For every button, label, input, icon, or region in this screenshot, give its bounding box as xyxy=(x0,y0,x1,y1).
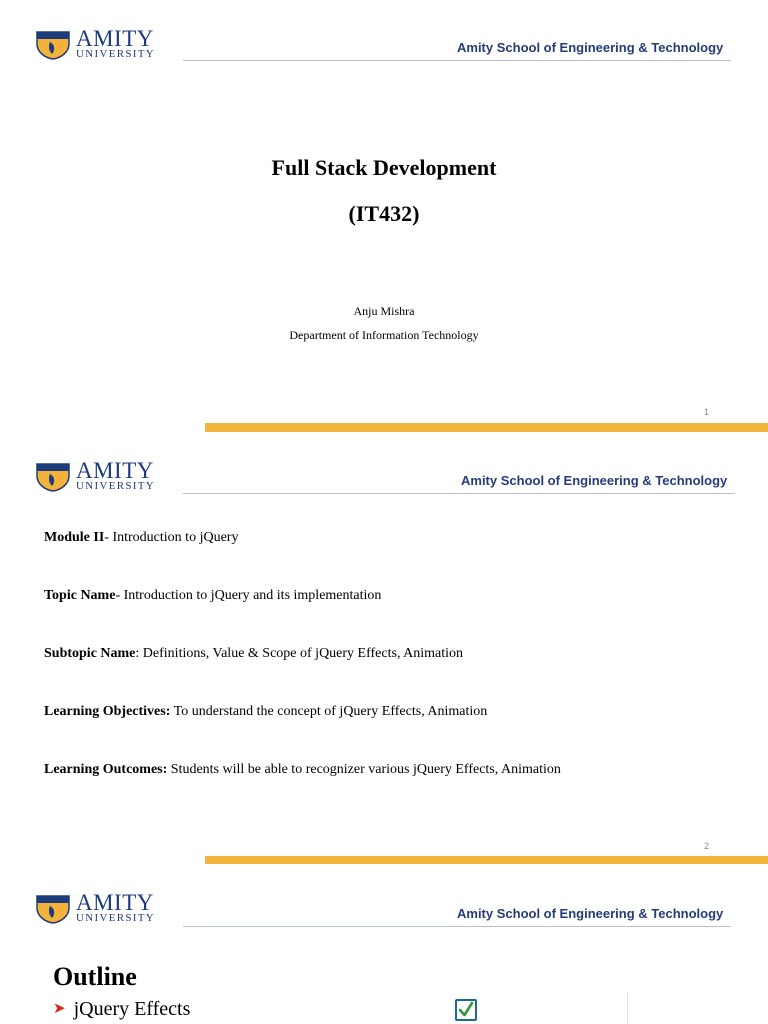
info-row-objectives xyxy=(44,704,487,720)
row-label: Module II xyxy=(44,530,105,545)
outline-title: Outline xyxy=(53,962,137,991)
row-separator: : xyxy=(135,646,143,661)
logo-subword: UNIVERSITY xyxy=(76,912,155,924)
row-text: Introduction to jQuery and its implementation xyxy=(123,588,382,603)
amity-logo xyxy=(36,892,171,928)
row-label: Learning Objectives: xyxy=(44,704,171,719)
bullet-text: jQuery Effects xyxy=(73,998,191,1020)
page-number: 1 xyxy=(704,407,710,417)
logo-subword: UNIVERSITY xyxy=(76,48,155,60)
author-name: Anju Mishra xyxy=(353,304,415,318)
arrow-bullet-icon: ➤ xyxy=(53,1001,66,1017)
row-text: To understand the concept of jQuery Effects, Animation xyxy=(173,704,488,719)
info-row-module xyxy=(44,530,238,546)
row-separator: - xyxy=(104,530,113,545)
course-code: (IT432) xyxy=(348,201,420,226)
amity-shield-icon xyxy=(36,894,70,924)
outline-bullet xyxy=(53,998,190,1021)
info-row-outcomes xyxy=(44,762,561,778)
row-label: Topic Name xyxy=(44,588,116,603)
school-name: Amity School of Engineering & Technology xyxy=(461,473,728,488)
logo-word: AMITY xyxy=(76,458,154,483)
slide-1 xyxy=(0,0,768,432)
amity-logo xyxy=(36,460,171,496)
row-text: Introduction to jQuery xyxy=(112,530,239,545)
slide-3 xyxy=(0,864,768,1024)
row-label: Subtopic Name xyxy=(44,646,136,661)
info-row-topic xyxy=(44,588,381,604)
header-divider xyxy=(183,60,731,61)
department-name: Department of Information Technology xyxy=(289,328,479,342)
page-number: 2 xyxy=(704,841,710,851)
row-separator: - xyxy=(115,588,124,603)
header-divider xyxy=(183,926,731,927)
gold-footer-bar xyxy=(205,423,768,432)
amity-logo xyxy=(36,28,171,64)
divider-line xyxy=(627,992,628,1024)
amity-shield-icon xyxy=(36,462,70,492)
gold-footer-bar xyxy=(205,856,768,864)
school-name: Amity School of Engineering & Technology xyxy=(457,906,724,921)
row-text: Definitions, Value & Scope of jQuery Effects, Animation xyxy=(142,646,464,661)
logo-word: AMITY xyxy=(76,26,154,51)
school-name: Amity School of Engineering & Technology xyxy=(457,40,724,55)
row-label: Learning Outcomes: xyxy=(44,762,168,777)
amity-shield-icon xyxy=(36,30,70,60)
slide-2 xyxy=(0,432,768,864)
checkbox-icon xyxy=(455,999,477,1021)
row-text: Students will be able to recognizer various jQuery Effects, Animation xyxy=(170,762,561,777)
checkmark-icon xyxy=(457,1001,475,1019)
course-title: Full Stack Development xyxy=(271,155,497,180)
logo-subword: UNIVERSITY xyxy=(76,480,155,492)
logo-word: AMITY xyxy=(76,890,154,915)
header-divider xyxy=(183,493,735,494)
info-row-subtopic xyxy=(44,646,463,662)
